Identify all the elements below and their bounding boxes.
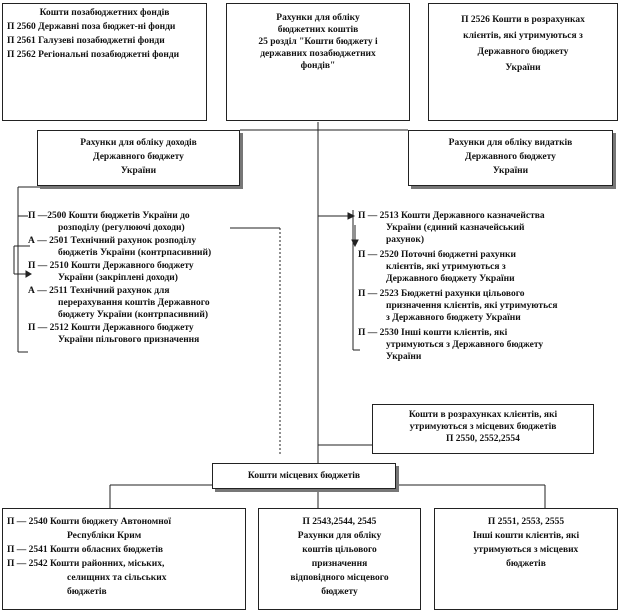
local-clients-line-2: утримуються з місцевих бюджетів: [409, 422, 557, 432]
other-clients-line-2: Інші кошти клієнтів, які: [472, 531, 580, 541]
section-line-5: фондів": [300, 61, 336, 71]
account-2511-line-1: А — 2511 Технічний рахунок для: [28, 286, 170, 296]
account-2512: [28, 322, 288, 346]
account-2513: [358, 210, 620, 246]
account-2530-line-1: П — 2530 Інші кошти клієнтів, які: [358, 328, 508, 338]
account-2523-line-2: призначення клієнтів, які утримуються: [386, 301, 558, 311]
off-budget-title: Кошти позабюджетних фондів: [39, 8, 170, 18]
account-2501: [28, 235, 288, 259]
account-2523: [358, 288, 620, 324]
clients-line-2: клієнтів, які утримуються з: [463, 31, 583, 41]
local-clients-line-1: Кошти в розрахунках клієнтів, які: [408, 410, 558, 420]
expense-header-line-3: України: [492, 166, 529, 176]
account-2530: [358, 327, 620, 363]
income-header-line-1: Рахунки для обліку доходів: [80, 138, 197, 148]
income-header-line-2: Державного бюджету: [93, 152, 184, 162]
account-2510-line-2: України (закріплені доходи): [58, 273, 178, 283]
accounts-2551-2555: П 2551, 2553, 2555: [487, 517, 565, 527]
income-accounts-list: [28, 210, 288, 346]
local-budgets-header: [212, 463, 396, 489]
account-2560: П 2560 Державні поза бюджет-ні фонди: [7, 22, 176, 32]
account-2512-line-1: П — 2512 Кошти Державного бюджету: [28, 323, 194, 333]
account-2512-line-2: України пільгового призначення: [58, 335, 200, 345]
income-accounts-header: [37, 130, 240, 186]
expense-header-line-2: Державного бюджету: [465, 152, 556, 162]
account-2511-line-3: бюджету України (контрпасивний): [58, 310, 209, 320]
clients-line-4: України: [505, 63, 541, 73]
account-2513-line-2: України (єдиний казначейський: [386, 223, 525, 233]
account-2511-line-2: перерахування коштів Державного: [58, 298, 210, 308]
expense-accounts-list: [358, 210, 620, 363]
account-2530-line-3: України: [386, 352, 422, 362]
account-2541: П — 2541 Кошти обласних бюджетів: [7, 545, 164, 555]
account-2500-line-1: П —2500 Кошти бюджетів України до: [28, 211, 190, 221]
regional-budgets-box: [2, 508, 246, 610]
account-2520-line-2: клієнтів, які утримуються з: [386, 262, 506, 272]
expense-header-line-1: Рахунки для обліку видатків: [448, 138, 573, 148]
targeted-line-3: коштів цільового: [302, 545, 377, 555]
account-2542-line-3: бюджетів: [67, 587, 107, 597]
account-2523-line-3: з Державного бюджету України: [386, 313, 521, 323]
account-2501-line-1: А — 2501 Технічний рахунок розподілу: [28, 236, 197, 246]
targeted-local-funds-box: [258, 508, 421, 610]
account-2500: [28, 210, 288, 234]
account-2510-line-1: П — 2510 Кошти Державного бюджету: [28, 261, 194, 271]
account-2501-line-2: бюджетів України (контрпасивний): [58, 248, 212, 258]
account-2540-line-2: Республіки Крим: [67, 531, 142, 541]
off-budget-funds-box: [2, 3, 207, 121]
section-line-2: бюджетних коштів: [277, 25, 359, 35]
other-local-clients-box: [434, 508, 618, 610]
targeted-line-4: призначення: [311, 559, 368, 569]
account-2520: [358, 249, 620, 285]
income-header-line-3: України: [120, 166, 157, 176]
account-2513-line-3: рахунок): [386, 235, 425, 245]
budget-accounts-section-box: [226, 3, 410, 121]
account-2500-line-2: розподілу (регулюючі доходи): [58, 223, 185, 233]
account-2530-line-2: утримуються з Державного бюджету: [386, 340, 544, 350]
section-line-4: державних позабюджетних: [260, 49, 376, 59]
section-line-3: 25 розділ "Кошти бюджету і: [258, 37, 378, 47]
targeted-line-2: Рахунки для обліку: [297, 531, 382, 541]
account-2511: [28, 285, 288, 321]
local-clients-accounts: П 2550, 2552,2554: [446, 434, 520, 444]
account-2520-line-1: П — 2520 Поточні бюджетні рахунки: [358, 250, 516, 260]
local-budgets-title: Кошти місцевих бюджетів: [247, 471, 361, 481]
account-2562: П 2562 Регіональні позабюджетні фонди: [7, 50, 180, 60]
other-clients-line-4: бюджетів: [506, 559, 546, 569]
account-2542-line-1: П — 2542 Кошти районних, міських,: [7, 559, 165, 569]
targeted-line-6: бюджету: [321, 587, 358, 597]
clients-line-3: Державного бюджету: [477, 47, 569, 57]
section-line-1: Рахунки для обліку: [276, 13, 360, 23]
account-2526: П 2526 Кошти в розрахунках: [461, 15, 585, 25]
other-clients-line-3: утримуються з місцевих: [473, 545, 579, 555]
account-2540-line-1: П — 2540 Кошти бюджету Автономної: [7, 517, 172, 527]
state-budget-clients-box: [428, 3, 618, 121]
account-2513-line-1: П — 2513 Кошти Державного казначейства: [358, 211, 545, 221]
accounts-2543-2545: П 2543,2544, 2545: [302, 517, 377, 527]
local-budget-clients-box: [372, 404, 594, 454]
account-2542-line-2: селищних та сільських: [67, 573, 167, 583]
account-2523-line-1: П — 2523 Бюджетні рахунки цільового: [358, 289, 525, 299]
account-2561: П 2561 Галузеві позабюджетні фонди: [7, 36, 165, 46]
account-2520-line-3: Державного бюджету України: [386, 274, 515, 284]
expense-accounts-header: [408, 130, 613, 186]
targeted-line-5: відповідного місцевого: [290, 573, 389, 583]
account-2510: [28, 260, 288, 284]
